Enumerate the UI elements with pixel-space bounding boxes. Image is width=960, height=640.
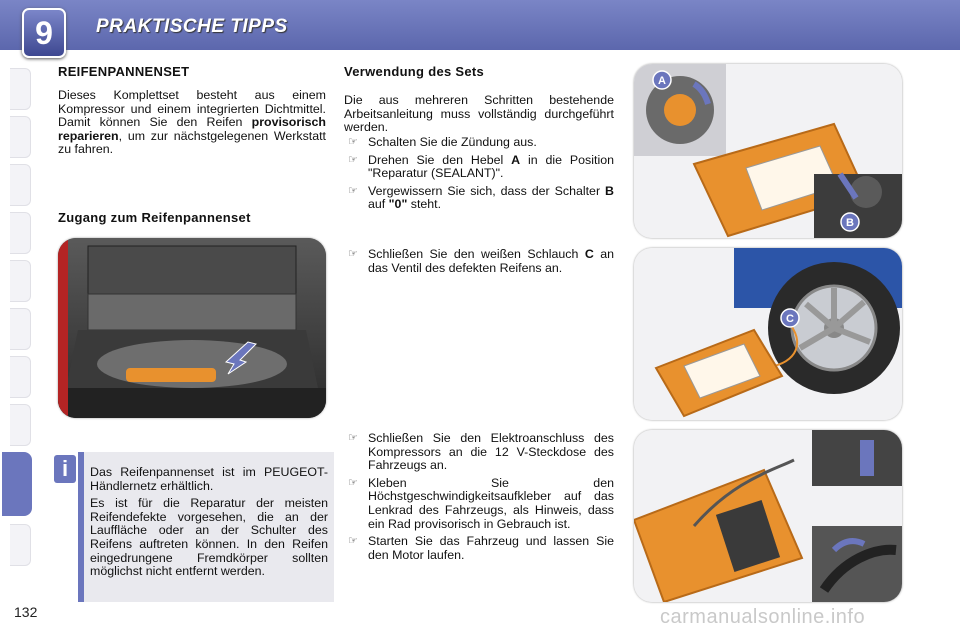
step-item: ☞ Starten Sie das Fahrzeug und lassen Sie den Motor laufen. <box>348 534 614 562</box>
chapter-tab-strip <box>0 58 32 578</box>
pointing-hand-icon: ☞ <box>348 432 358 444</box>
section-title-reifenpannenset: REIFENPANNENSET <box>58 64 190 79</box>
pointing-hand-icon: ☞ <box>348 535 358 548</box>
chapter-tab[interactable] <box>10 116 31 158</box>
usage-intro: Die aus mehreren Schritten bestehende Arbeitsanleitung muss vollständig durchgeführt werden. <box>344 93 614 135</box>
section-title-zugang: Zugang zum Reifenpannenset <box>58 210 251 225</box>
pointing-hand-icon: ☞ <box>348 248 358 260</box>
label-a: A <box>658 75 666 87</box>
pointing-hand-icon: ☞ <box>348 153 358 166</box>
info-icon: i <box>54 455 76 483</box>
chapter-number-badge: 9 <box>22 8 66 58</box>
chapter-tab[interactable] <box>10 356 31 398</box>
chapter-tab[interactable] <box>10 308 31 350</box>
section-title-verwendung: Verwendung des Sets <box>344 64 485 79</box>
chapter-tab[interactable] <box>10 524 31 566</box>
compressor-illustration-2 <box>634 248 902 420</box>
step-item: ☞ Vergewissern Sie sich, dass der Schalter B auf "0" steht. <box>348 183 614 212</box>
page-number: 132 <box>14 604 38 620</box>
info-box <box>78 452 334 602</box>
step-item: ☞ Schließen Sie den Elektroanschluss des Kompressors an die 12 V-Steckdose des Fahrzeugs an. <box>348 431 614 473</box>
info-paragraph: Es ist für die Reparatur der meisten Reifendefekte vorgesehen, die an der Lauffläche oder an der Schulter des Reifens auftreten können. In den Reifen eingedrungene Fremdkörper sollten möglichst nicht entfernt werden. <box>90 496 328 579</box>
step-list-2 <box>344 248 614 279</box>
chapter-tab-active[interactable] <box>2 452 32 516</box>
header-bar <box>0 0 960 50</box>
pointing-hand-icon: ☞ <box>348 476 358 489</box>
page-header-title: PRAKTISCHE TIPPS <box>96 16 288 37</box>
pointing-hand-icon: ☞ <box>348 136 358 148</box>
label-b: B <box>846 217 854 229</box>
watermark: carmanualsonline.info <box>660 606 866 628</box>
chapter-tab[interactable] <box>10 212 31 254</box>
step-item: ☞ Schließen Sie den weißen Schlauch C an das Ventil des defekten Reifens an. <box>348 247 614 275</box>
pointing-hand-icon: ☞ <box>348 184 358 197</box>
chapter-tab[interactable] <box>10 68 31 110</box>
step-item: ☞ Drehen Sie den Hebel A in die Position "Reparatur (SEALANT)". <box>348 152 614 181</box>
chapter-tab[interactable] <box>10 260 31 302</box>
compressor-illustration-3 <box>634 430 902 602</box>
info-paragraph: Das Reifenpannenset ist im PEUGEOT-Händlernetz erhältlich. <box>90 465 328 493</box>
step-item: ☞ Schalten Sie die Zündung aus. <box>348 135 537 149</box>
step-list-1 <box>344 136 614 216</box>
chapter-tab[interactable] <box>10 164 31 206</box>
intro-paragraph: Dieses Komplettset besteht aus einem Kompressor und einem integrierten Dichtmittel. Damit können Sie den Reifen provisorisch reparieren, um zur nächstgelegenen Werkstatt zu fahren. <box>58 88 326 157</box>
chapter-tab[interactable] <box>10 404 31 446</box>
step-item: ☞ Kleben Sie den Höchstgeschwindigkeitsaufkleber auf das Lenkrad des Fahrzeugs, als Hinweis, dass ein Rad provisorisch in Gebrauch ist. <box>348 475 614 531</box>
label-c: C <box>786 313 794 325</box>
compressor-illustration-1 <box>634 64 902 238</box>
step-list-3 <box>344 432 614 566</box>
trunk-photo <box>58 238 326 418</box>
